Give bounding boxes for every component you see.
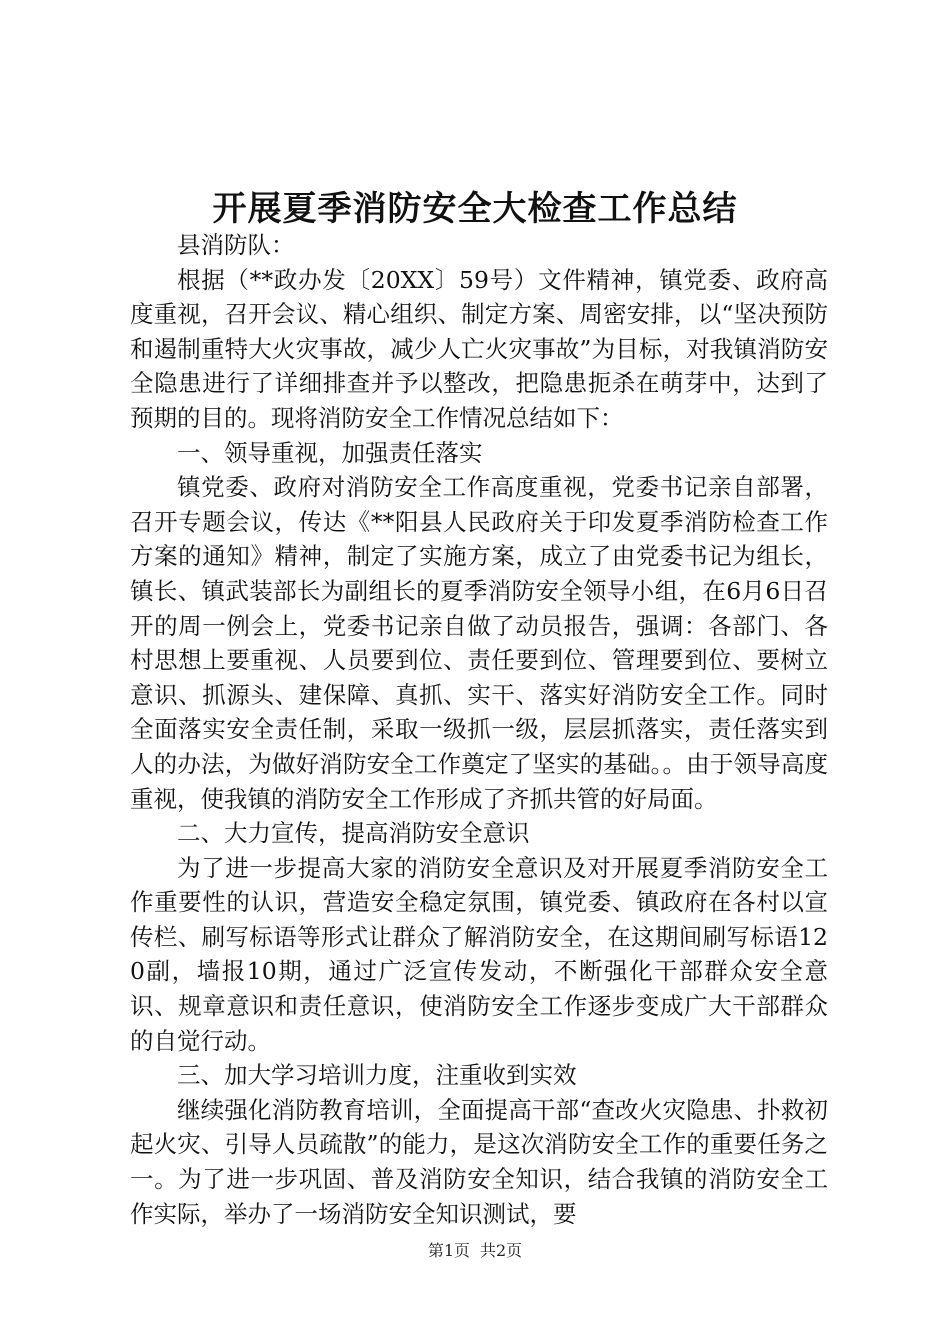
page-footer <box>0 1240 950 1262</box>
salutation: 县消防队： <box>177 231 295 259</box>
document-body <box>130 228 828 1231</box>
section-heading-2: 二、大力宣传，提高消防安全意识 <box>177 819 530 848</box>
section-paragraph-1: 镇党委、政府对消防安全工作高度重视，党委书记亲自部署，召开专题会议，传达《**阳县人民政府关于印发夏季消防检查工作方案的通知》精神，制定了实施方案，成立了由党委书记为组长，镇长、镇武装部长为副组长的夏季消防安全领导小组，在6月6日召开的周一例会上，党委书记亲自做了动员报告，强调：各部门、各村思想上要重视、人员要到位、责任要到位、管理要到位、要树立意识、抓源头、建保障、真抓、实干、落实好消防安全工作。同时全面落实安全责任制，采取一级抓一级，层层抓落实，责任落实到人的办法，为做好消防安全工作奠定了坚实的基础。。由于领导高度重视，使我镇的消防安全工作形成了齐抓共管的好局面。 <box>130 473 828 813</box>
document-title: 开展夏季消防安全大检查工作总结 <box>212 189 738 229</box>
section-paragraph-2: 为了进一步提高大家的消防安全意识及对开展夏季消防安全工作重要性的认识，营造安全稳定氛围，镇党委、镇政府在各村以宣传栏、刷写标语等形式让群众了解消防安全，在这期间刷写标语120副，墙报10期，通过广泛宣传发动，不断强化干部群众安全意识、规章意识和责任意识，使消防安全工作逐步变成广大干部群众的自觉行动。 <box>130 853 828 1055</box>
section-paragraph-3: 继续强化消防教育培训，全面提高干部“查改火灾隐患、扑救初起火灾、引导人员疏散”的能力，是这次消防安全工作的重要任务之一。为了进一步巩固、普及消防安全知识，结合我镇的消防安全工作实际，举办了一场消防安全知识测试，要 <box>130 1095 828 1228</box>
intro-paragraph: 根据（**政办发〔20XX〕59号）文件精神，镇党委、政府高度重视，召开会议、精心组织、制定方案、周密安排，以“坚决预防和遏制重特大火灾事故，减少人亡火灾事故”为目标，对我镇消防安全隐患进行了详细排查并予以整改，把隐患扼杀在萌芽中，达到了预期的目的。现将消防安全工作情况总结如下： <box>130 265 828 432</box>
section-heading-1: 一、领导重视，加强责任落实 <box>177 438 483 467</box>
page-number: 第1页 <box>427 1241 470 1260</box>
section-heading-3: 三、加大学习培训力度，注重收到实效 <box>177 1061 577 1090</box>
page-total: 共2页 <box>480 1241 523 1260</box>
